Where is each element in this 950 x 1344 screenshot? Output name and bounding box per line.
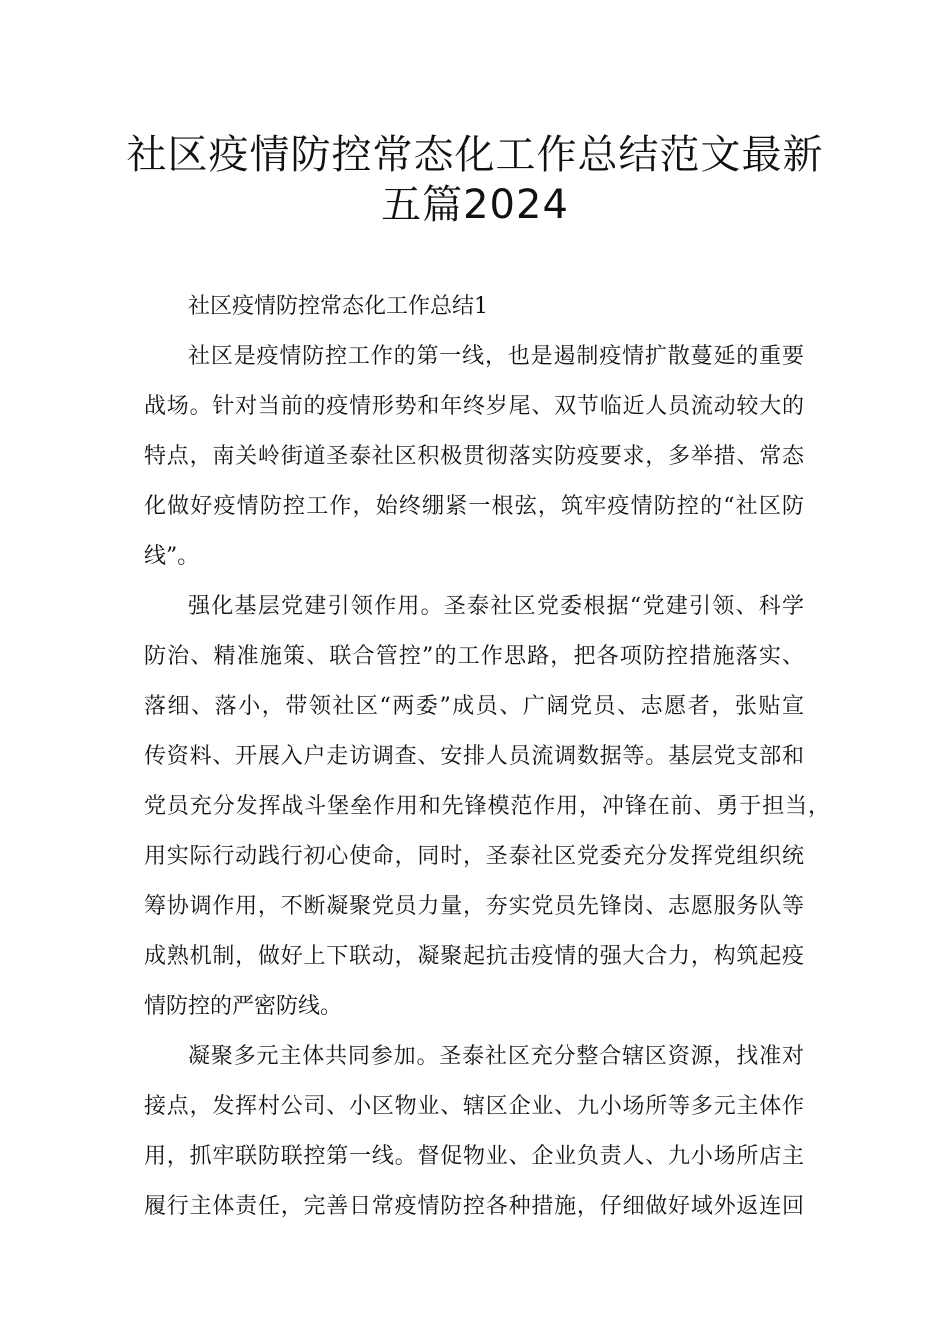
document-body xyxy=(144,282,830,1232)
paragraph-1 xyxy=(144,332,824,582)
document-title-line2: 五篇2024 xyxy=(381,182,569,228)
paragraph-line: 落细、落小，带领社区“两委”成员、广阔党员、志愿者，张贴宣 xyxy=(144,694,804,719)
paragraph-line: 线”。 xyxy=(144,544,200,569)
section-heading: 社区疫情防控常态化工作总结1 xyxy=(188,294,488,319)
paragraph-line: 战场。针对当前的疫情形势和年终岁尾、双节临近人员流动较大的 xyxy=(144,394,804,419)
paragraph-line: 凝聚多元主体共同参加。圣泰社区充分整合辖区资源，找准对 xyxy=(188,1044,804,1069)
paragraph-line: 防治、精准施策、联合管控”的工作思路，把各项防控措施落实、 xyxy=(144,644,804,669)
paragraph-3 xyxy=(144,1032,824,1232)
paragraph-line: 化做好疫情防控工作，始终绷紧一根弦，筑牢疫情防控的“社区防 xyxy=(144,494,804,519)
paragraph-line: 党员充分发挥战斗堡垒作用和先锋模范作用，冲锋在前、勇于担当， xyxy=(144,794,830,819)
document-title-line1: 社区疫情防控常态化工作总结范文最新 xyxy=(126,132,824,178)
paragraph-line: 履行主体责任，完善日常疫情防控各种措施，仔细做好域外返连回 xyxy=(144,1194,804,1219)
paragraph-line: 情防控的严密防线。 xyxy=(144,994,343,1019)
paragraph-line: 社区是疫情防控工作的第一线，也是遏制疫情扩散蔓延的重要 xyxy=(188,344,804,369)
paragraph-line: 强化基层党建引领作用。圣泰社区党委根据“党建引领、科学 xyxy=(188,594,804,619)
paragraph-line: 筹协调作用，不断凝聚党员力量，夯实党员先锋岗、志愿服务队等 xyxy=(144,894,804,919)
paragraph-line: 传资料、开展入户走访调查、安排人员流调数据等。基层党支部和 xyxy=(144,744,804,769)
paragraph-line: 特点，南关岭街道圣泰社区积极贯彻落实防疫要求，多举措、常态 xyxy=(144,444,804,469)
paragraph-line: 成熟机制，做好上下联动，凝聚起抗击疫情的强大合力，构筑起疫 xyxy=(144,944,804,969)
paragraph-line: 接点，发挥村公司、小区物业、辖区企业、九小场所等多元主体作 xyxy=(144,1094,804,1119)
paragraph-line: 用，抓牢联防联控第一线。督促物业、企业负责人、九小场所店主 xyxy=(144,1144,804,1169)
paragraph-line: 用实际行动践行初心使命，同时，圣泰社区党委充分发挥党组织统 xyxy=(144,844,804,869)
paragraph-2 xyxy=(144,582,830,1032)
